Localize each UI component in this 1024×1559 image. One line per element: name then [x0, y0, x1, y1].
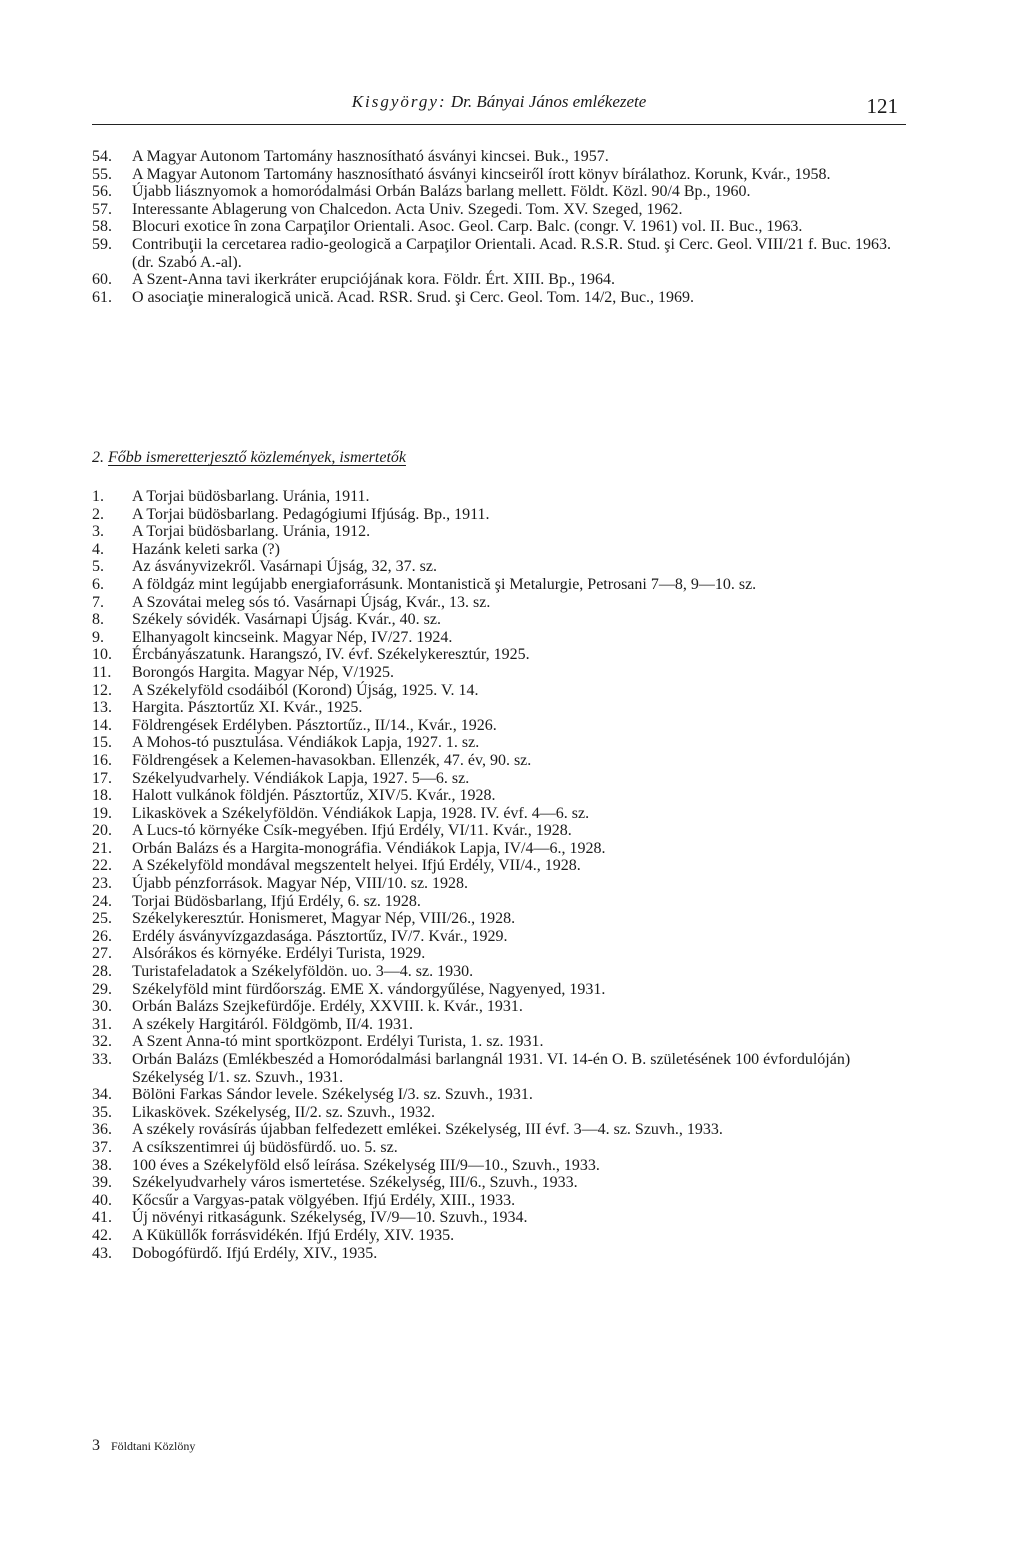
- list-item: [92, 611, 912, 629]
- list-item: [92, 1051, 912, 1086]
- entry-number: 42.: [92, 1226, 112, 1244]
- page-number: 121: [866, 94, 898, 118]
- entry-number: 39.: [92, 1174, 112, 1192]
- entry-text: Kőcsűr a Vargyas-patak völgyében. Ifjú Erdély, XIII., 1933.: [132, 1191, 516, 1209]
- entry-text: Hargita. Pásztortűz XI. Kvár., 1925.: [132, 699, 363, 717]
- list-item: [92, 787, 912, 805]
- list-item: [92, 148, 912, 166]
- list-item: [92, 576, 912, 594]
- entry-number: 60.: [92, 271, 112, 289]
- footnote-number: 3: [92, 1437, 100, 1454]
- section-number: 2.: [92, 449, 104, 466]
- list-item: [92, 963, 912, 981]
- list-item: [92, 271, 912, 289]
- entry-number: 31.: [92, 1015, 112, 1033]
- list-item: [92, 1227, 912, 1245]
- entry-text: A székely Hargitáról. Földgömb, II/4. 1931.: [132, 1015, 413, 1033]
- list-item: [92, 893, 912, 911]
- entry-number: 9.: [92, 628, 104, 646]
- entry-number: 40.: [92, 1191, 112, 1209]
- entry-text: 100 éves a Székelyföld első leírása. Székelység III/9—10., Szuvh., 1933.: [132, 1156, 600, 1174]
- entry-text: A Torjai büdösbarlang. Uránia, 1911.: [132, 488, 370, 505]
- list-item: [92, 1209, 912, 1227]
- entry-text: Új növényi ritkaságunk. Székelység, IV/9—10. Szuvh., 1934.: [132, 1209, 528, 1227]
- list-item: [92, 236, 912, 271]
- entry-number: 1.: [92, 488, 104, 505]
- entry-text: Orbán Balázs Szejkefürdője. Erdély, XXVIII. k. Kvár., 1931.: [132, 998, 523, 1016]
- entry-number: 35.: [92, 1103, 112, 1121]
- entry-text: A Székelyföld mondával megszentelt helyei. Ifjú Erdély, VII/4., 1928.: [132, 857, 581, 875]
- list-item: [92, 218, 912, 236]
- running-header: [92, 84, 906, 126]
- entry-number: 22.: [92, 857, 112, 875]
- entry-text: A Küküllők forrásvidékén. Ifjú Erdély, XIV. 1935.: [132, 1226, 455, 1244]
- list-item: [92, 928, 912, 946]
- list-item: [92, 945, 912, 963]
- entry-text: Elhanyagolt kincseink. Magyar Nép, IV/27. 1924.: [132, 628, 453, 646]
- entry-text: A Szent Anna-tó mint sportközpont. Erdélyi Turista, 1. sz. 1931.: [132, 1033, 544, 1051]
- entry-number: 32.: [92, 1033, 112, 1051]
- entry-number: 27.: [92, 945, 112, 963]
- entry-text: A csíkszentimrei új büdösfürdő. uo. 5. sz.: [132, 1138, 398, 1156]
- list-item: [92, 541, 912, 559]
- list-item: [92, 770, 912, 788]
- footnote: [92, 1437, 195, 1455]
- list-item: [92, 1104, 912, 1122]
- entry-number: 43.: [92, 1244, 112, 1262]
- list-item: [92, 1086, 912, 1104]
- list-item: [92, 1033, 912, 1051]
- entry-text: Bölöni Farkas Sándor levele. Székelység I/3. sz. Szuvh., 1931.: [132, 1086, 533, 1104]
- running-head-title: Dr. Bányai János emlékezete: [450, 92, 647, 111]
- list-item: [92, 506, 912, 524]
- section-heading: [92, 449, 406, 467]
- section-title: Főbb ismeretterjesztő közlemények, ismertetők: [108, 449, 406, 466]
- list-item: [92, 488, 912, 506]
- entry-number: 57.: [92, 200, 112, 218]
- entry-number: 13.: [92, 699, 112, 717]
- entry-number: 28.: [92, 963, 112, 981]
- entry-text: Likaskövek. Székelység, II/2. sz. Szuvh., 1932.: [132, 1103, 436, 1121]
- entry-number: 54.: [92, 148, 112, 165]
- list-item: [92, 1174, 912, 1192]
- entry-text: Orbán Balázs (Emlékbeszéd a Homoródalmási barlangnál 1931. VI. 14-én O. B. születésének 100 évfordulóján) Székelység I/1. sz. Szuvh., 1931.: [132, 1051, 851, 1086]
- entry-text: Contribuţii la cercetarea radio-geologică a Carpaţilor Orientali. Acad. R.S.R. Stud. şi Cerc. Geol. VIII/21 f. Buc. 1963. (dr. Szabó A.-al).: [132, 235, 892, 271]
- list-item: [92, 1016, 912, 1034]
- entry-number: 12.: [92, 681, 112, 699]
- entry-number: 7.: [92, 593, 104, 611]
- entry-number: 19.: [92, 804, 112, 822]
- entry-number: 10.: [92, 646, 112, 664]
- list-item: [92, 981, 912, 999]
- entry-text: Földrengések a Kelemen-havasokban. Ellenzék, 47. év, 90. sz.: [132, 751, 532, 769]
- entry-number: 4.: [92, 540, 104, 558]
- entry-text: Székelyföld mint fürdőország. EME X. vándorgyűlése, Nagyenyed, 1931.: [132, 980, 606, 998]
- entry-number: 5.: [92, 558, 104, 576]
- list-item: [92, 664, 912, 682]
- entry-text: Interessante Ablagerung von Chalcedon. Acta Univ. Szegedi. Tom. XV. Szeged, 1962.: [132, 200, 683, 218]
- entry-number: 21.: [92, 839, 112, 857]
- list-item: [92, 875, 912, 893]
- entry-number: 56.: [92, 183, 112, 201]
- entry-text: A Magyar Autonom Tartomány hasznosítható ásványi kincseiről írott könyv bírálathoz. Korunk, Kvár., 1958.: [132, 165, 831, 183]
- list-item: [92, 289, 912, 307]
- list-item: [92, 558, 912, 576]
- entry-text: Újabb pénzforrások. Magyar Nép, VIII/10. sz. 1928.: [132, 875, 469, 893]
- list-item: [92, 1139, 912, 1157]
- entry-text: Ércbányászatunk. Harangszó, IV. évf. Székelykeresztúr, 1925.: [132, 646, 530, 664]
- entry-number: 26.: [92, 927, 112, 945]
- list-item: [92, 183, 912, 201]
- list-item: [92, 717, 912, 735]
- entry-text: A székely rovásírás újabban felfedezett emlékei. Székelység, III évf. 3—4. sz. Szuvh., 1933.: [132, 1121, 723, 1139]
- entry-number: 34.: [92, 1086, 112, 1104]
- entry-number: 38.: [92, 1156, 112, 1174]
- entry-text: A Mohos-tó pusztulása. Véndiákok Lapja, 1927. 1. sz.: [132, 734, 480, 752]
- list-item: [92, 629, 912, 647]
- entry-text: Az ásványvizekről. Vasárnapi Újság, 32, 37. sz.: [132, 558, 437, 576]
- entry-text: A Torjai büdösbarlang. Pedagógiumi Ifjúság. Bp., 1911.: [132, 505, 490, 523]
- list-item: [92, 682, 912, 700]
- entry-number: 25.: [92, 910, 112, 928]
- list-item: [92, 1157, 912, 1175]
- entry-number: 15.: [92, 734, 112, 752]
- entry-text: A Magyar Autonom Tartomány hasznosítható ásványi kincsei. Buk., 1957.: [132, 148, 609, 165]
- header-rule: [92, 124, 906, 125]
- entry-number: 6.: [92, 575, 104, 593]
- entry-text: A Torjai büdösbarlang. Uránia, 1912.: [132, 523, 371, 541]
- entry-text: Halott vulkánok földjén. Pásztortűz, XIV/5. Kvár., 1928.: [132, 787, 496, 805]
- list-item: [92, 166, 912, 184]
- list-item: [92, 840, 912, 858]
- entry-text: Likaskövek a Székelyföldön. Véndiákok Lapja, 1928. IV. évf. 4—6. sz.: [132, 804, 590, 822]
- entry-text: Borongós Hargita. Magyar Nép, V/1925.: [132, 663, 395, 681]
- list-item: [92, 1121, 912, 1139]
- entry-number: 29.: [92, 980, 112, 998]
- entry-text: Dobogófürdő. Ifjú Erdély, XIV., 1935.: [132, 1244, 378, 1262]
- list-item: [92, 910, 912, 928]
- entry-text: Blocuri exotice în zona Carpaţilor Orientali. Asoc. Geol. Carp. Balc. (congr. V. 1961) vol. II. Buc., 1963.: [132, 218, 803, 236]
- entry-text: A földgáz mint legújabb energiaforrásunk. Montanistică şi Metalurgie, Petrosani 7—8, 9—10. sz.: [132, 575, 757, 593]
- entry-text: Alsórákos és környéke. Erdélyi Turista, 1929.: [132, 945, 426, 963]
- entry-text: A Lucs-tó környéke Csík-megyében. Ifjú Erdély, VI/11. Kvár., 1928.: [132, 822, 572, 840]
- entry-number: 11.: [92, 663, 112, 681]
- entry-number: 59.: [92, 235, 112, 253]
- entry-number: 37.: [92, 1138, 112, 1156]
- entry-number: 2.: [92, 505, 104, 523]
- list-item: [92, 646, 912, 664]
- list-item: [92, 1245, 912, 1263]
- entry-text: Székelykeresztúr. Honismeret, Magyar Nép, VIII/26., 1928.: [132, 910, 516, 928]
- list-item: [92, 699, 912, 717]
- entry-text: A Szent-Anna tavi ikerkráter erupciójának kora. Földr. Ért. XIII. Bp., 1964.: [132, 271, 615, 289]
- entry-number: 61.: [92, 288, 112, 306]
- entry-number: 36.: [92, 1121, 112, 1139]
- entry-number: 41.: [92, 1209, 112, 1227]
- entry-number: 24.: [92, 892, 112, 910]
- list-item: [92, 998, 912, 1016]
- running-head: [92, 92, 906, 112]
- entry-number: 20.: [92, 822, 112, 840]
- entry-number: 30.: [92, 998, 112, 1016]
- list-item: [92, 201, 912, 219]
- entry-number: 55.: [92, 165, 112, 183]
- entry-number: 14.: [92, 716, 112, 734]
- bibliography-list-1: [92, 148, 912, 306]
- entry-text: Erdély ásványvízgazdasága. Pásztortűz, IV/7. Kvár., 1929.: [132, 927, 508, 945]
- bibliography-list-2: [92, 488, 912, 1262]
- entry-text: Orbán Balázs és a Hargita-monográfia. Véndiákok Lapja, IV/4—6., 1928.: [132, 839, 606, 857]
- entry-number: 8.: [92, 611, 104, 629]
- entry-text: Székely sóvidék. Vasárnapi Újság. Kvár., 40. sz.: [132, 611, 441, 629]
- entry-number: 33.: [92, 1051, 112, 1068]
- list-item: [92, 857, 912, 875]
- list-item: [92, 822, 912, 840]
- entry-number: 17.: [92, 769, 112, 787]
- entry-text: O asociaţie mineralogică unică. Acad. RSR. Srud. şi Cerc. Geol. Tom. 14/2, Buc., 1969.: [132, 288, 695, 306]
- running-head-author: Kisgyörgy:: [351, 92, 447, 111]
- entry-text: A Szovátai meleg sós tó. Vasárnapi Újság, Kvár., 13. sz.: [132, 593, 491, 611]
- list-item: [92, 594, 912, 612]
- entry-number: 18.: [92, 787, 112, 805]
- entry-text: A Székelyföld csodáiból (Korond) Újság, 1925. V. 14.: [132, 681, 479, 699]
- entry-number: 23.: [92, 875, 112, 893]
- entry-text: Turistafeladatok a Székelyföldön. uo. 3—4. sz. 1930.: [132, 963, 474, 981]
- entry-number: 3.: [92, 523, 104, 541]
- entry-number: 58.: [92, 218, 112, 236]
- entry-text: Újabb liásznyomok a homoródalmási Orbán Balázs barlang mellett. Földt. Közl. 90/4 Bp., 1960.: [132, 183, 751, 201]
- list-item: [92, 752, 912, 770]
- list-item: [92, 1192, 912, 1210]
- entry-text: Földrengések Erdélyben. Pásztortűz., II/14., Kvár., 1926.: [132, 716, 497, 734]
- entry-text: Hazánk keleti sarka (?): [132, 540, 280, 558]
- entry-text: Székelyudvarhely város ismertetése. Székelység, III/6., Szuvh., 1933.: [132, 1174, 578, 1192]
- entry-text: Székelyudvarhely. Véndiákok Lapja, 1927. 5—6. sz.: [132, 769, 470, 787]
- entry-number: 16.: [92, 751, 112, 769]
- footnote-text: Földtani Közlöny: [111, 1439, 196, 1453]
- list-item: [92, 523, 912, 541]
- list-item: [92, 805, 912, 823]
- list-item: [92, 734, 912, 752]
- entry-text: Torjai Büdösbarlang, Ifjú Erdély, 6. sz. 1928.: [132, 892, 421, 910]
